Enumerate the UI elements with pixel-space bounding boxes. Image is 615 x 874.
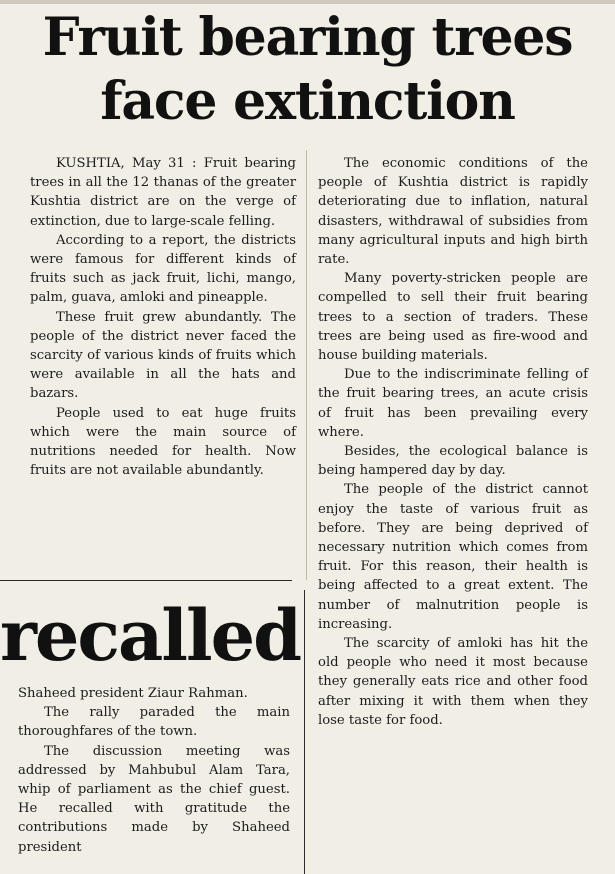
paragraph: The discussion meeting was addressed by Mahbubul Alam Tara, whip of parliament as the chief guest. He recalled with gratitude the contributions made by Shaheed president [18,743,290,855]
column-divider [304,590,305,874]
paragraph: According to a report, the districts were famous for different kinds of fruits such as jack fruit, lichi, mango, palm, guava, amloki and pineapple. [30,232,296,306]
paragraph: Due to the indiscriminate felling of the fruit bearing trees, an acute crisis of fruit has been prevailing every where. [318,367,588,440]
right-column [318,154,588,730]
paragraph: Besides, the ecological balance is being hampered day by day. [318,444,588,479]
paragraph: The scarcity of amloki has hit the old people who need it most because they generally eats rice and other food after mixing it with them when they lose taste for food. [318,636,588,728]
paragraph: The economic conditions of the people of Kushtia district is rapidly deteriorating due to inflation, natural disasters, withdrawal of subsidies from many agricultural inputs and high birth rate. [318,156,588,268]
left-column [30,154,296,480]
column-divider [306,150,307,580]
paragraph: Shaheed president Ziaur Rahman. [18,686,248,701]
paragraph: The rally paraded the main thoroughfares of the town. [18,705,290,740]
paragraph: These fruit grew abundantly. The people of the district never faced the scarcity of various kinds of fruits which were available in all the hats and bazars. [30,309,296,402]
top-rule [0,0,615,4]
paragraph: People used to eat huge fruits which were the main source of nutritions needed for health. Now fruits are not available abundantly. [30,405,296,479]
second-article-body [18,684,290,857]
paragraph: KUSHTIA, May 31 : Fruit bearing trees in all the 12 thanas of the greater Kushtia district are on the verge of extinction, due to large-scale felling. [30,156,296,229]
article-headline: Fruit bearing trees face extinction [42,7,573,132]
paragraph: The people of the district cannot enjoy the taste of various fruit as before. They are being deprived of necessary nutrition which comes from fruit. For this reason, their health is being affected to a great extent. The number of malnutrition people is increasing. [318,482,588,632]
article-divider [0,580,292,581]
paragraph: Many poverty-stricken people are compelled to sell their fruit bearing trees to a section of traders. These trees are being used as fire-wood and house building materials. [318,271,588,364]
second-article-headline-fragment: recalled [0,594,301,677]
